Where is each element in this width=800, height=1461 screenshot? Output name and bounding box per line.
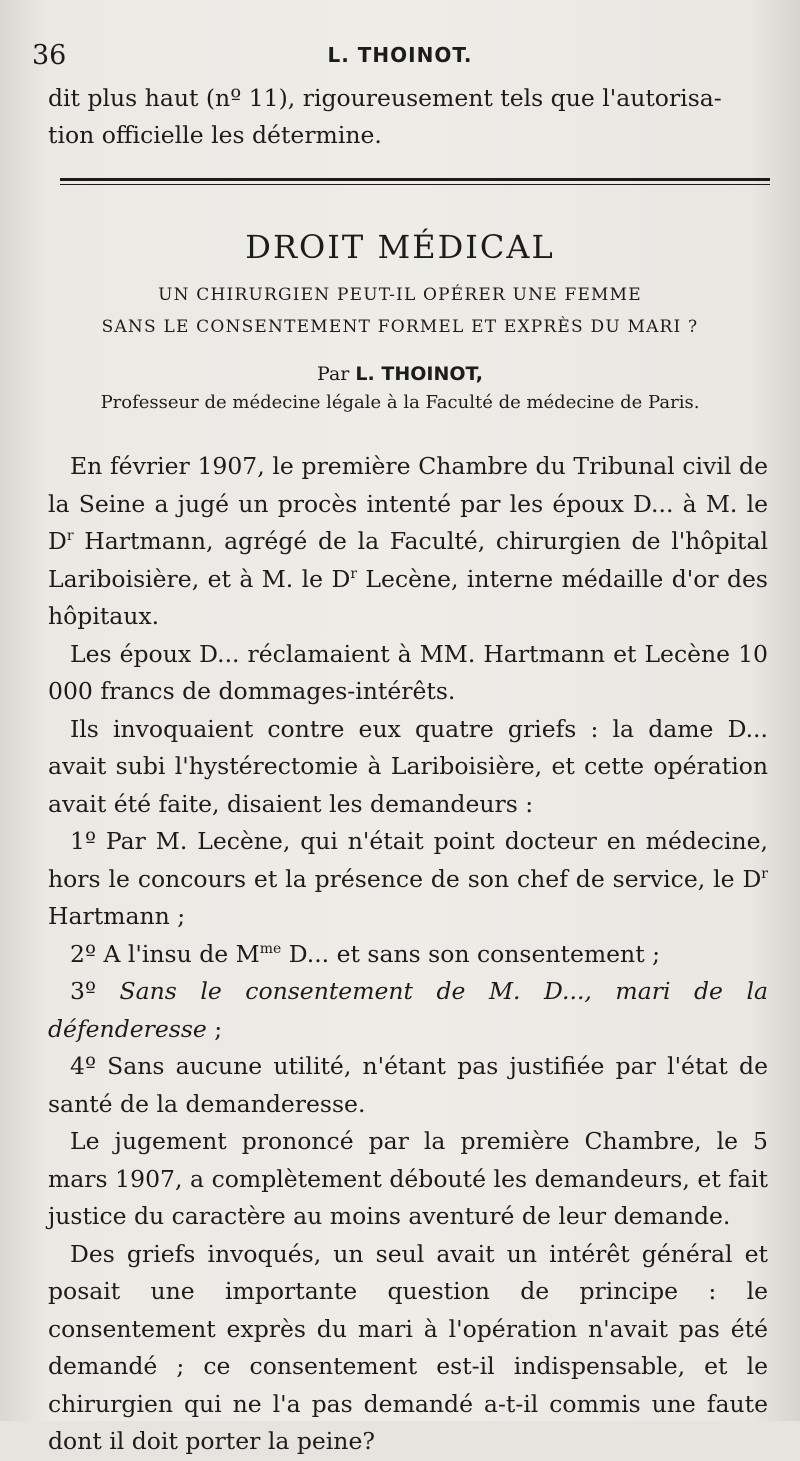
paragraph-4: Le jugement prononcé par la première Chambre, le 5 mars 1907, a complètement débouté les demandeurs, et fait justice du caractère au moins aventuré de leur demande. — [48, 1127, 768, 1230]
article-body — [48, 448, 768, 1461]
intro-line-1: dit plus haut (nº 11), rigoureusement tels que l'autorisa- — [48, 84, 722, 112]
paragraph-3: Ils invoquaient contre eux quatre griefs : la dame D... avait subi l'hystérectomie à Lariboisière, et cette opération avait été faite, disaient les demandeurs : — [48, 714, 768, 818]
article-subtitle-2: SANS LE CONSENTEMENT FORMEL ET EXPRÈS DU MARI ? — [101, 317, 699, 337]
grief-item-4: 4º Sans aucune utilité, n'étant pas justifiée par l'état de santé de la demanderesse. — [48, 1052, 768, 1118]
grief-item-3: 3º Sans le consentement de M. D..., mari de la défenderesse ; — [48, 977, 768, 1043]
page-number: 36 — [32, 40, 67, 71]
article-subtitle-1: UN CHIRURGIEN PEUT-IL OPÉRER UNE FEMME — [158, 285, 642, 305]
paragraph-1: En février 1907, le première Chambre du Tribunal civil de la Seine a jugé un procès intenté par les époux D... à M. le $D^r$ Hartmann, agrégé de la Faculté, chirurgien de l'hôpital Lariboisière, et à M. le $D^r$ Lecène, interne médaille d'or des hôpitaux. — [48, 452, 768, 630]
author-line — [0, 363, 800, 385]
section-rule-thick — [60, 178, 770, 181]
author-affiliation: Professeur de médecine légale à la Faculté de médecine de Paris. — [100, 392, 700, 413]
running-head: L. THOINOT. — [327, 43, 473, 67]
article-title: DROIT MÉDICAL — [245, 228, 555, 266]
grief-item-2: 2º A l'insu de $M^{me}$ D... et sans son consentement ; — [70, 939, 661, 968]
author-name: L. THOINOT, — [355, 363, 483, 385]
paragraph-5: Des griefs invoqués, un seul avait un intérêt général et posait une importante question de principe : le consentement exprès du mari à l'opération n'avait pas été demandé ; ce consentement est-il indispensable, et le chirurgien qui ne l'a pas demandé a-t-il commis une faute dont il doit porter la peine? — [48, 1239, 768, 1455]
intro-line-2: tion officielle les détermine. — [48, 121, 382, 149]
page-header — [30, 40, 770, 76]
section-rule-thin — [60, 184, 770, 185]
author-prefix: Par — [317, 363, 350, 385]
paragraph-2: Les époux D... réclamaient à MM. Hartmann et Lecène 10 000 francs de dommages-intérêts. — [48, 639, 768, 705]
grief-item-1: 1º Par M. Lecène, qui n'était point docteur en médecine, hors le concours et la présence de son chef de service, le $D^r$ Hartmann ; — [48, 827, 768, 930]
